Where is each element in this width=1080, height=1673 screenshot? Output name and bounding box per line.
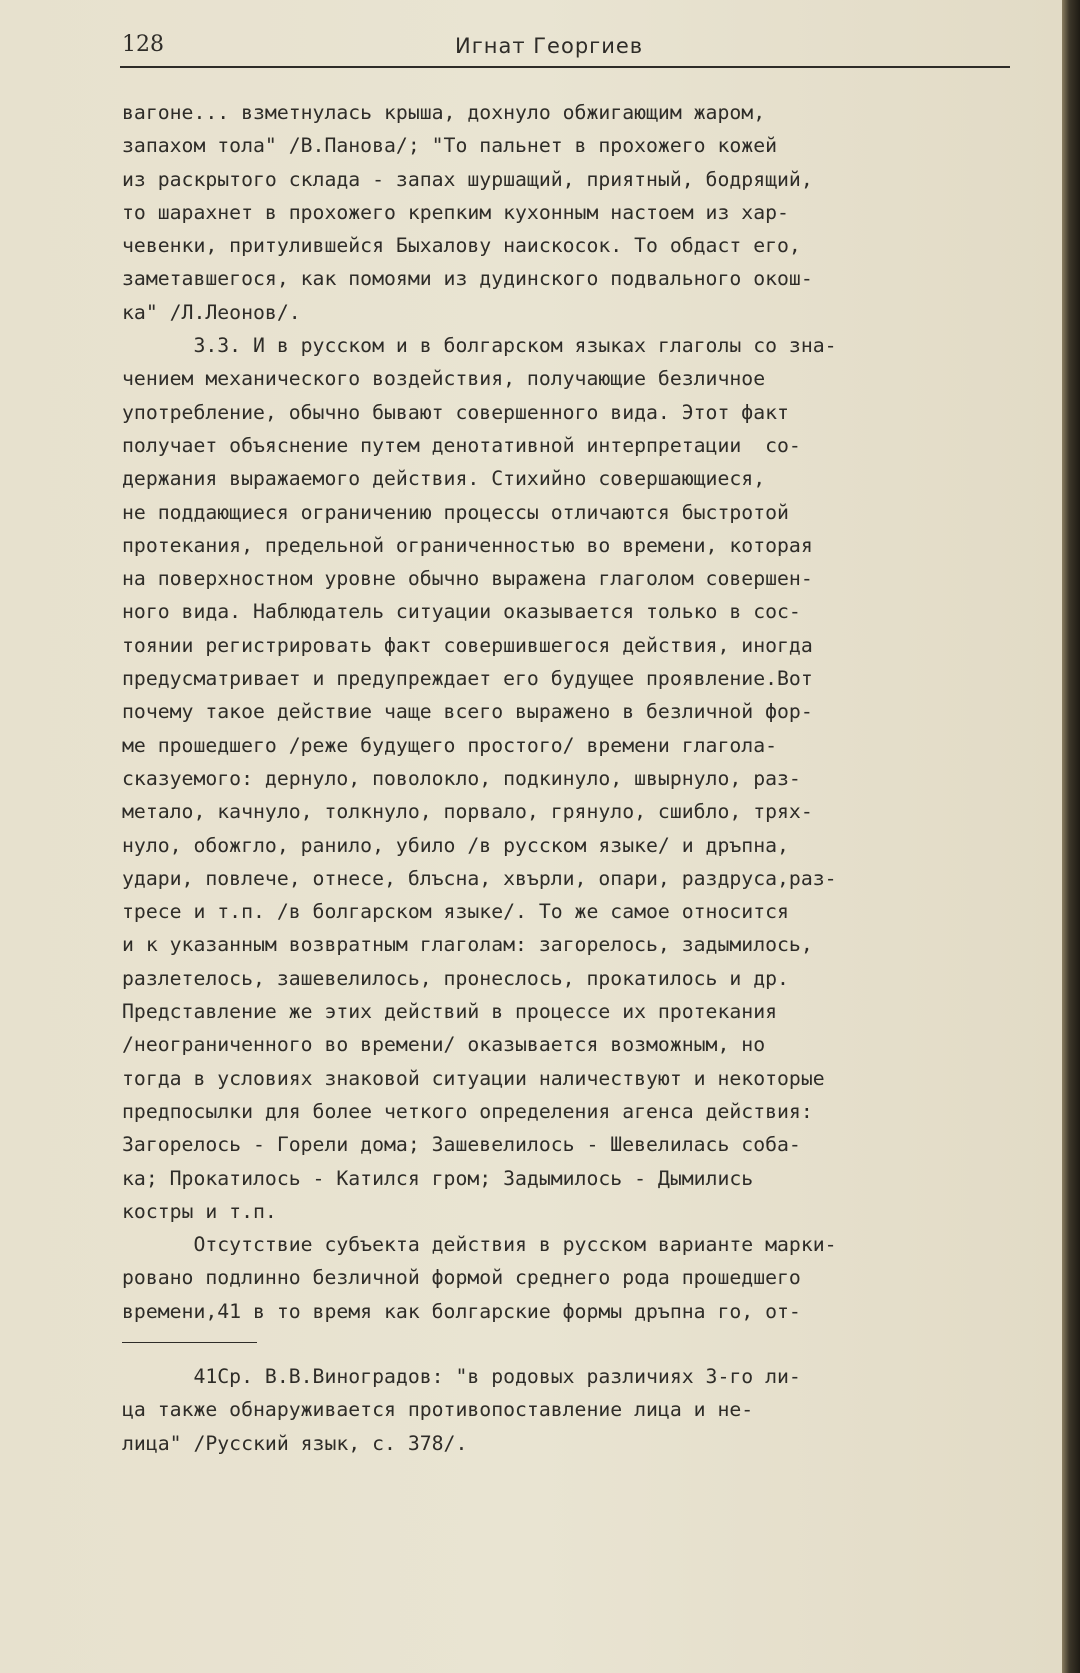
text-line: разлетелось, зашевелилось, пронеслось, прокатилось и др. [122, 966, 789, 990]
text-line: 3.3. И в русском и в болгарском языках глаголы со зна- [122, 334, 837, 358]
text-line: времени,41 в то время как болгарские формы дръпна го, от- [122, 1299, 801, 1323]
running-head-author: Игнат Георгиев [455, 34, 644, 58]
text-line: чением механического воздействия, получающие безличное [122, 367, 766, 391]
footnote-divider [122, 1342, 257, 1343]
text-line: заметавшегося, как помоями из дудинского подвального окош- [122, 267, 813, 291]
text-line: тогда в условиях знаковой ситуации наличествуют и некоторые [122, 1066, 825, 1090]
text-line: тресе и т.п. /в болгарском языке/. То же самое относится [122, 900, 789, 924]
text-line: на поверхностном уровне обычно выражена глаголом совершен- [122, 567, 813, 591]
text-line: предусматривает и предупреждает его будущее проявление.Вот [122, 667, 813, 691]
text-line: употребление, обычно бывают совершенного вида. Этот факт [122, 400, 789, 424]
text-line: ка; Прокатилось - Катился гром; Задымилось - Дымились [122, 1166, 754, 1190]
text-line: удари, повлече, отнесе, блъсна, хвърли, опари, раздруса,раз- [122, 866, 837, 890]
footnote-line: 41Ср. В.В.Виноградов: "в родовых различиях 3-го ли- [122, 1365, 801, 1388]
text-line: держания выражаемого действия. Стихийно совершающиеся, [122, 467, 766, 491]
text-line: ка" /Л.Леонов/. [122, 300, 301, 324]
text-line: тоянии регистрировать факт совершившегося действия, иногда [122, 633, 813, 657]
text-line: не поддающиеся ограничению процессы отличаются быстротой [122, 500, 789, 524]
text-line: ного вида. Наблюдатель ситуации оказывается только в сос- [122, 600, 801, 624]
text-line: ме прошедшего /реже будущего простого/ времени глагола- [122, 733, 778, 757]
text-line: чевенки, притулившейся Быхалову наискосок. То обдаст его, [122, 234, 801, 258]
page-number: 128 [122, 32, 164, 57]
text-line: почему такое действие чаще всего выражено в безличной фор- [122, 700, 813, 724]
text-line: вагоне... взметнулась крыша, дохнуло обжигающим жаром, [122, 101, 766, 124]
footnote-line: ца также обнаруживается противопоставление лица и не- [122, 1398, 754, 1422]
text-line: /неограниченного во времени/ оказывается возможным, но [122, 1033, 766, 1057]
text-line: Отсутствие субъекта действия в русском варианте марки- [122, 1233, 837, 1257]
footnote-line: лица" /Русский язык, с. 378/. [122, 1431, 468, 1455]
text-line: метало, качнуло, толкнуло, порвало, грянуло, сшибло, трях- [122, 800, 813, 824]
text-line: протекания, предельной ограниченностью во времени, которая [122, 533, 813, 557]
text-line: получает объяснение путем денотативной интерпретации со- [122, 433, 801, 457]
footnote [122, 1360, 1027, 1460]
body-text [122, 96, 1027, 1328]
text-line: предпосылки для более четкого определения агенса действия: [122, 1099, 813, 1123]
text-line: и к указанным возвратным глаголам: загорелось, задымилось, [122, 933, 813, 957]
page-header [120, 30, 1010, 68]
text-line: нуло, обожгло, ранило, убило /в русском языке/ и дръпна, [122, 833, 789, 857]
text-line: ровано подлинно безличной формой среднего рода прошедшего [122, 1266, 801, 1290]
text-line: костры и т.п. [122, 1199, 277, 1223]
text-line: Загорелось - Горели дома; Зашевелилось - Шевелилась соба- [122, 1133, 801, 1157]
text-line: сказуемого: дернуло, поволокло, подкинуло, швырнуло, раз- [122, 766, 801, 790]
text-line: запахом тола" /В.Панова/; "То пальнет в прохожего кожей [122, 134, 778, 158]
text-line: то шарахнет в прохожего крепким кухонным настоем из хар- [122, 200, 789, 224]
text-line: Представление же этих действий в процессе их протекания [122, 1000, 778, 1024]
book-spine-shadow [1062, 0, 1080, 1673]
text-line: из раскрытого склада - запах шуршащий, приятный, бодрящий, [122, 167, 813, 191]
